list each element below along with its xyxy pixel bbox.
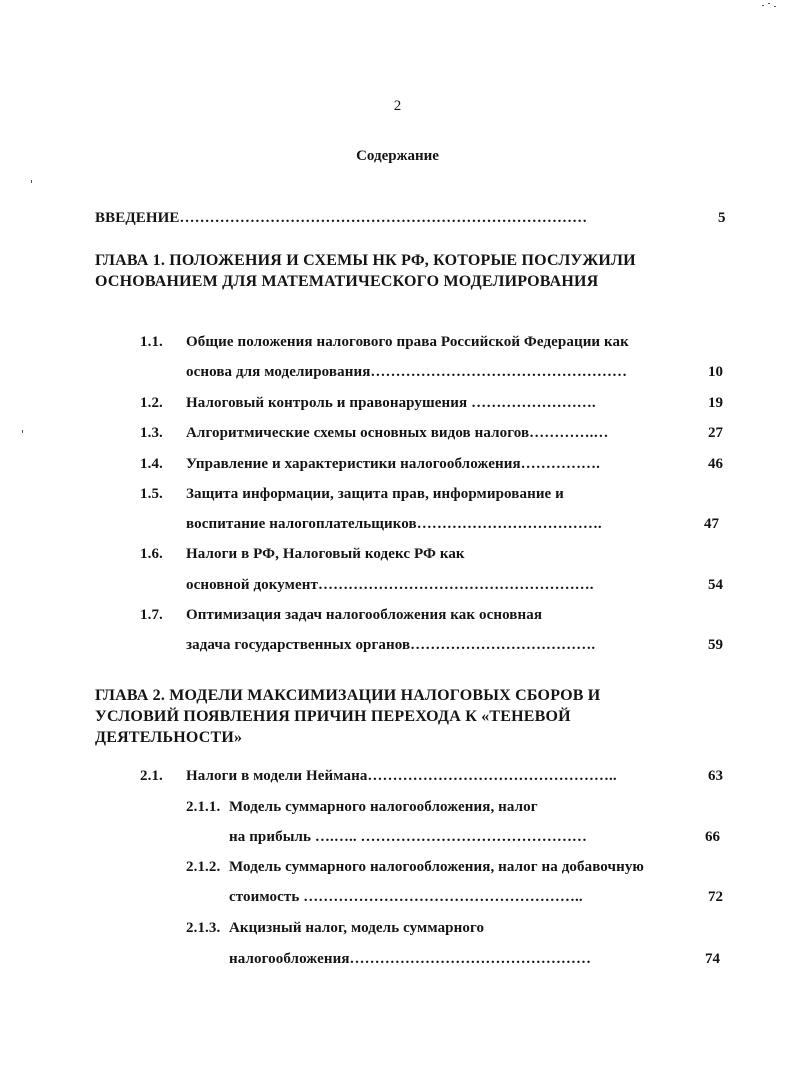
toc-section-number: 1.3.: [140, 425, 163, 441]
chapter2-heading-line1[interactable]: ГЛАВА 2. МОДЕЛИ МАКСИМИЗАЦИИ НАЛОГОВЫХ СБОРОВ И: [95, 687, 601, 704]
toc-section-page: 19: [708, 395, 723, 411]
toc-section-title[interactable]: Налоговый контроль и правонарушения …………………….: [186, 395, 596, 411]
chapter1-heading-line2[interactable]: ОСНОВАНИЕМ ДЛЯ МАТЕМАТИЧЕСКОГО МОДЕЛИРОВАНИЯ: [95, 273, 599, 290]
toc-section-title[interactable]: Управление и характеристики налогообложения…………….: [186, 456, 601, 472]
toc-section-page: 47: [704, 516, 719, 532]
chapter1-heading-line1[interactable]: ГЛАВА 1. ПОЛОЖЕНИЯ И СХЕМЫ НК РФ, КОТОРЫЕ ПОСЛУЖИЛИ: [95, 252, 636, 269]
toc-subsection-number: 2.1.1.: [186, 799, 221, 815]
toc-subsection-title[interactable]: Модель суммарного налогообложения, налог на добавочную: [229, 859, 644, 875]
toc-subsection-page: 74: [705, 951, 720, 967]
toc-subsection-number: 2.1.3.: [186, 920, 221, 936]
scan-mark: [22, 430, 23, 433]
toc-section-page: 46: [708, 456, 723, 472]
toc-section-title[interactable]: Налоги в РФ, Налоговый кодекс РФ как: [186, 546, 465, 562]
toc-section-title-cont[interactable]: задача государственных органов……………………………….: [186, 637, 596, 653]
toc-section-page: 54: [708, 577, 723, 593]
toc-intro-page: 5: [718, 210, 726, 226]
toc-section-title[interactable]: Налоги в модели Неймана…………………………………………..: [186, 768, 617, 784]
toc-section-page: 27: [708, 425, 723, 441]
toc-subsection-page: 66: [705, 829, 720, 845]
chapter2-heading-line3[interactable]: ДЕЯТЕЛЬНОСТИ»: [95, 729, 243, 746]
toc-section-page: 59: [708, 637, 723, 653]
toc-section-number: 1.2.: [140, 395, 163, 411]
scan-mark: [31, 180, 32, 183]
toc-subsection-title-cont[interactable]: на прибыль ….….. ………………………………………: [229, 829, 588, 845]
toc-section-title-cont[interactable]: основа для моделирования……………………………………………: [186, 364, 628, 380]
toc-subsection-page: 72: [708, 889, 723, 905]
toc-subsection-title[interactable]: Модель суммарного налогообложения, налог: [229, 799, 538, 815]
toc-section-page: 10: [708, 364, 723, 380]
toc-section-number: 1.1.: [140, 334, 163, 350]
toc-subsection-title-cont[interactable]: налогообложения…………………………………………: [229, 951, 592, 967]
toc-section-title[interactable]: Оптимизация задач налогообложения как основная: [186, 607, 543, 623]
toc-section-number: 1.4.: [140, 456, 163, 472]
toc-section-title[interactable]: Защита информации, защита прав, информирование и: [186, 486, 564, 502]
toc-intro-label[interactable]: ВВЕДЕНИЕ………………………………………………………………………: [95, 210, 588, 226]
toc-subsection-title[interactable]: Акцизный налог, модель суммарного: [229, 920, 485, 936]
toc-section-number: 1.7.: [140, 607, 163, 623]
scan-mark: [774, 6, 776, 7]
chapter2-heading-line2[interactable]: УСЛОВИЙ ПОЯВЛЕНИЯ ПРИЧИН ПЕРЕХОДА К «ТЕНЕВОЙ: [95, 708, 571, 725]
toc-subsection-number: 2.1.2.: [186, 859, 221, 875]
scan-mark: [762, 5, 764, 6]
page-number: 2: [393, 98, 402, 114]
toc-section-title-cont[interactable]: воспитание налогоплательщиков……………………………….: [186, 516, 602, 532]
toc-section-number: 1.5.: [140, 486, 163, 502]
toc-section-title-cont[interactable]: основной документ……………………………………………….: [186, 577, 594, 593]
toc-section-title[interactable]: Общие положения налогового права Российской Федерации как: [186, 334, 629, 350]
page-title: Содержание: [356, 148, 439, 164]
toc-section-number: 2.1.: [140, 768, 163, 784]
toc-section-title[interactable]: Алгоритмические схемы основных видов налогов………….…: [186, 425, 609, 441]
scan-mark: [768, 3, 770, 4]
toc-section-page: 63: [708, 768, 723, 784]
toc-section-number: 1.6.: [140, 546, 163, 562]
toc-subsection-title-cont[interactable]: стоимость ………………………………………………..: [229, 889, 583, 905]
